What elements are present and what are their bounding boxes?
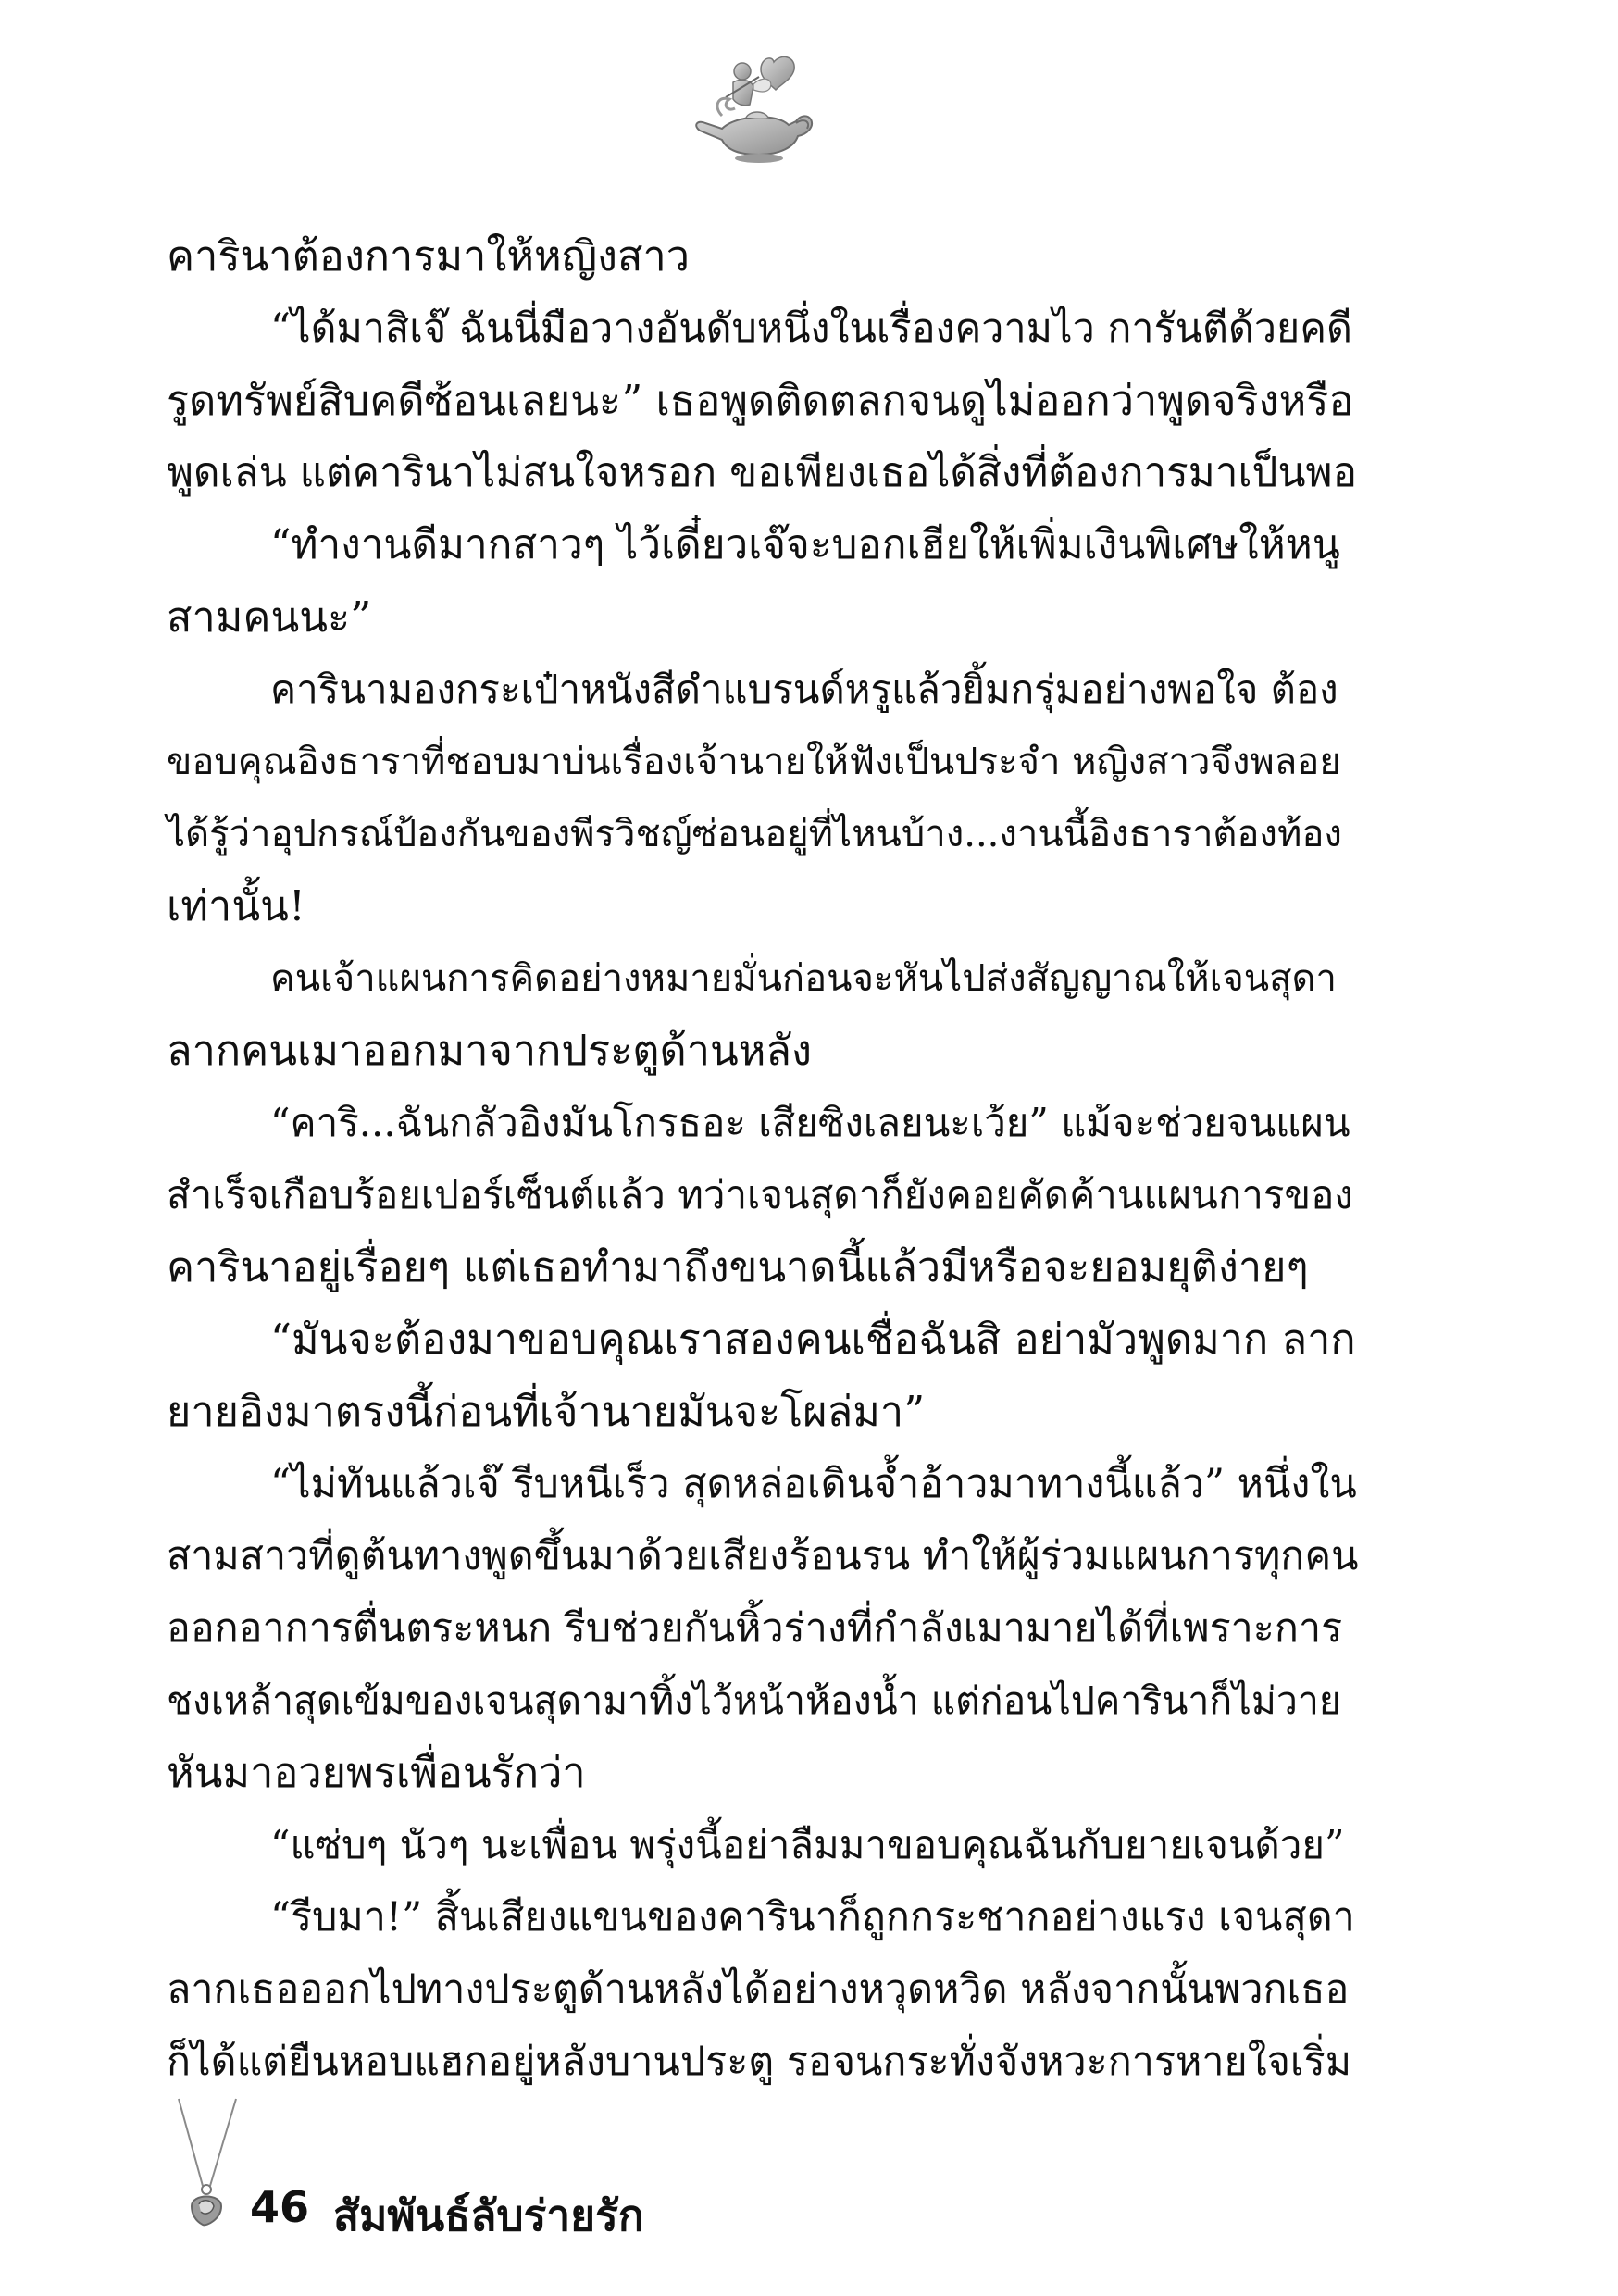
text-line: คารินามองกระเป๋าหนังสีดำแบรนด์หรูแล้วยิ้มกรุ่มอย่างพอใจ ต้อง [270, 667, 1338, 712]
text-line: ได้รู้ว่าอุปกรณ์ป้องกันของพีรวิชญ์ซ่อนอยู่ที่ไหนบ้าง...งานนี้อิงธาราต้องท้อง [167, 813, 1342, 855]
text-line: สามคนนะ” [167, 593, 372, 642]
text-line: สำเร็จเกือบร้อยเปอร์เซ็นต์แล้ว ทว่าเจนสุดาก็ยังคอยคัดค้านแผนการของ [167, 1172, 1353, 1217]
text-line: ออกอาการตื่นตระหนก รีบช่วยกันหิ้วร่างที่กำลังเมามายได้ที่เพราะการ [167, 1605, 1343, 1652]
text-line: เท่านั้น! [167, 881, 305, 930]
text-line: “รีบมา!” สิ้นเสียงแขนของคารินาก็ถูกกระชากอย่างแรง เจนสุดา [270, 1894, 1355, 1940]
text-line: หันมาอวยพรเพื่อนรักว่า [167, 1748, 586, 1797]
text-line: “คาริ...ฉันกลัวอิงมันโกรธอะ เสียซิงเลยนะเว้ย” แม้จะช่วยจนแผน [270, 1100, 1350, 1145]
text-line: ลากคนเมาออกมาจากประตูด้านหลัง [167, 1026, 812, 1075]
text-line: สามสาวที่ดูต้นทางพูดขึ้นมาด้วยเสียงร้อนรน ทำให้ผู้ร่วมแผนการทุกคน [167, 1533, 1359, 1579]
text-line: ยายอิงมาตรงนี้ก่อนที่เจ้านายมันจะโผล่มา” [167, 1387, 926, 1436]
text-line: “มันจะต้องมาขอบคุณเราสองคนเชื่อฉันสิ อย่ามัวพูดมาก ลาก [270, 1315, 1356, 1364]
text-line: “ทำงานดีมากสาวๆ ไว้เดี๋ยวเจ๊จะบอกเฮียให้เพิ่มเงินพิเศษให้หนู [270, 521, 1340, 568]
text-line: “ได้มาสิเจ๊ ฉันนี่มือวางอันดับหนึ่งในเรื่องความไว การันตีด้วยคดี [270, 306, 1352, 352]
text-line: “ไม่ทันแล้วเจ๊ รีบหนีเร็ว สุดหล่อเดินจ้ำอ้าวมาทางนี้แล้ว” หนึ่งใน [270, 1461, 1357, 1507]
text-line: ชงเหล้าสุดเข้มของเจนสุดามาทิ้งไว้หน้าห้องน้ำ แต่ก่อนไปคารินาก็ไม่วาย [167, 1678, 1341, 1723]
magic-lamp-with-cupid-icon [685, 51, 824, 167]
text-line: คารินาต้องการมาให้หญิงสาว [167, 231, 691, 281]
text-line: คารินาอยู่เรื่อยๆ แต่เธอทำมาถึงขนาดนี้แล้วมีหรือจะยอมยุติง่ายๆ [167, 1242, 1309, 1292]
text-line: ลากเธอออกไปทางประตูด้านหลังได้อย่างหวุดหวิด หลังจากนั้นพวกเธอ [167, 1966, 1350, 2013]
page-number: 46 [250, 2182, 310, 2232]
text-line: คนเจ้าแผนการคิดอย่างหมายมั่นก่อนจะหันไปส่งสัญญาณให้เจนสุดา [270, 957, 1337, 1000]
text-line: ก็ได้แต่ยืนหอบแฮกอยู่หลังบานประตู รอจนกระทั่งจังหวะการหายใจเริ่ม [167, 2039, 1352, 2085]
text-line: “แซ่บๆ นัวๆ นะเพื่อน พรุ่งนี้อย่าลืมมาขอบคุณฉันกับยายเจนด้วย” [270, 1822, 1345, 1867]
text-line: ขอบคุณอิงธาราที่ชอบมาบ่นเรื่องเจ้านายให้ฟังเป็นประจำ หญิงสาวจึงพลอย [167, 741, 1341, 783]
text-line: รูดทรัพย์สิบคดีซ้อนเลยนะ” เธอพูดติดตลกจนดูไม่ออกว่าพูดจริงหรือ [167, 376, 1354, 425]
body-text [167, 220, 1361, 2098]
book-title: สัมพันธ์ลับร่ายรัก [333, 2190, 644, 2240]
page-footer [171, 2097, 912, 2240]
text-line: พูดเล่น แต่คารินาไม่สนใจหรอก ขอเพียงเธอได้สิ่งที่ต้องการมาเป็นพอ [167, 449, 1357, 496]
necklace-pendant-icon [171, 2097, 245, 2236]
